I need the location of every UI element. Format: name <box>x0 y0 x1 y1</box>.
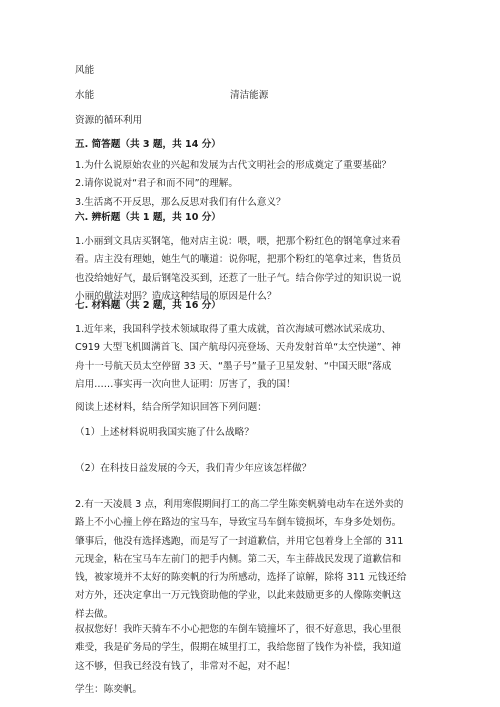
letter-line: 难受，我是矿务局的学生，假期在城里打工，我给您留了钱作为补偿，我知道 <box>75 642 402 654</box>
paragraph-line: 样去做。 <box>75 608 114 620</box>
paragraph-line: 1.小丽到文具店买钢笔，他对店主说：喂，喂，把那个粉红色的钢笔拿过来看 <box>75 236 401 247</box>
paragraph-line: 也没给她好气，最后钢笔没买到，还惹了一肚子气。结合你学过的知识说一说 <box>75 272 402 284</box>
question-3: 3.生活离不开反思，那么反思对我们有什么意义？ <box>75 196 286 208</box>
section7-heading: 七. 材料题（共 2 题，共 16 分） <box>75 300 221 311</box>
paragraph-line: 看。店主没有理她，她生气的嚷道：说你呢，把那个粉红的笔拿过来，售货员 <box>75 254 402 266</box>
paragraph-line: C919 大型飞机圆满首飞、国产航母闪亮登场、天舟发射首单“太空快递”、神 <box>75 342 401 354</box>
section6-body <box>75 233 401 306</box>
option-resource-recycling: 资源的循环利用 <box>75 115 143 126</box>
paragraph-line: 对方外，还决定拿出一万元钱资助他的学业，以此来鼓励更多的人像陈奕帆这 <box>75 590 402 602</box>
letter-line: 这不够，但我已经没有钱了，非常对不起，对不起！ <box>75 660 296 672</box>
letter-line: 叔叔您好！我昨天骑车不小心把您的车倒车镜撞坏了，很不好意思，我心里很 <box>75 624 402 635</box>
sub-question-1: （1）上述材料说明我国实施了什么战略？ <box>75 427 254 438</box>
option-water-energy: 水能 <box>75 90 95 101</box>
section5-questions <box>75 157 391 212</box>
paragraph-line: 启用……事实再一次向世人证明：厉害了，我的国！ <box>75 378 296 390</box>
option-clean-energy: 清洁能源 <box>230 90 269 101</box>
option-wind-energy: 风能 <box>75 65 95 76</box>
question-1: 1.为什么说原始农业的兴起和发展为古代文明社会的形成奠定了重要基础？ <box>75 160 392 171</box>
section5-heading: 五. 简答题（共 3 题，共 14 分） <box>75 139 221 150</box>
paragraph-line: 钱，被家境并不太好的陈奕帆的行为所感动，选择了谅解，除将 311 元钱还给 <box>75 572 407 584</box>
paragraph-line: 舟十一号航天员太空停留 33 天、“墨子号”量子卫星发射、“中国天眼”落成 <box>75 360 392 372</box>
section6-heading: 六. 辨析题（共 1 题，共 10 分） <box>75 212 221 223</box>
material-2 <box>75 496 406 624</box>
apology-letter <box>75 621 401 676</box>
paragraph-line: 2.有一天凌晨 3 点，利用寒假期间打工的高二学生陈奕帆骑电动车在送外卖的 <box>75 499 404 510</box>
paragraph-line: 1.近年来，我国科学技术领域取得了重大成就，首次海域可燃冰试采成功、 <box>75 324 392 335</box>
question-2: 2.请你说说对“君子和而不同”的理解。 <box>75 178 238 190</box>
paragraph-line: 元现金，粘在宝马车左前门的把手内侧。第二天，车主薛战民发现了道歉信和 <box>75 553 402 565</box>
material-1 <box>75 321 401 394</box>
paragraph-line: 肇事后，他没有选择逃跑，而是写了一封道歉信，并用它包着身上全部的 311 <box>75 535 404 547</box>
reading-prompt: 阅读上述材料，结合所学知识回答下列问题： <box>75 402 267 413</box>
letter-signature: 学生：陈奕帆。 <box>75 684 143 695</box>
sub-question-2: （2）在科技日益发展的今天，我们青少年应该怎样做？ <box>75 463 312 474</box>
paragraph-line: 小丽的做法对吗？造成这种结局的原因是什么？ <box>75 290 277 302</box>
paragraph-line: 路上不小心撞上停在路边的宝马车，导致宝马车倒车镜损坏，车身多处划伤。 <box>75 517 402 529</box>
